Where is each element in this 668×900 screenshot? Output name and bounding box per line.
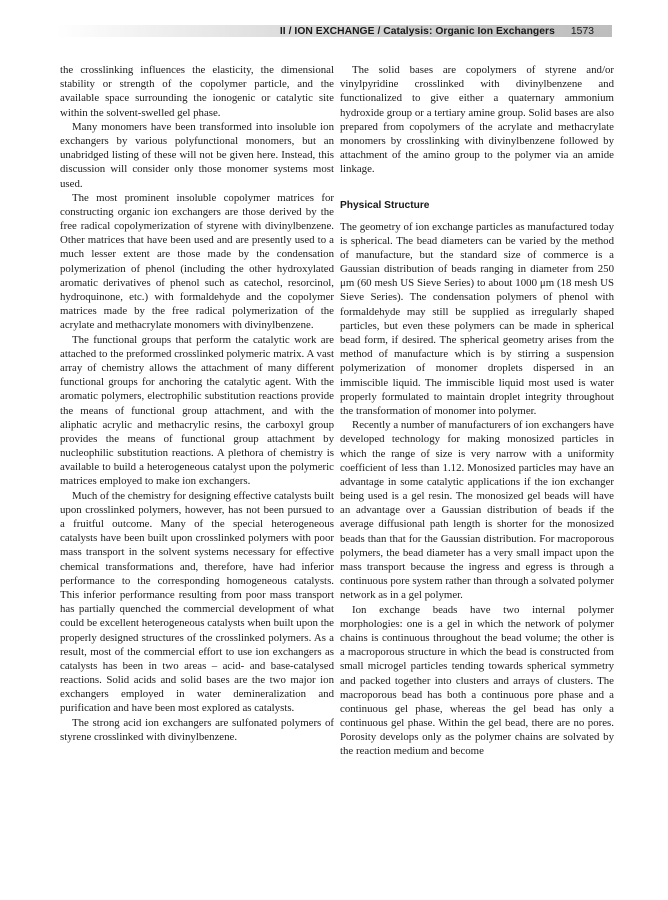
paragraph: Recently a number of manufacturers of ion exchangers have developed technology for making monosized particles in which the range of size is very narrow with a uniformity coefficient of less than 1.12. Monosized particles may have an advantage in some catalytic applications if the ion exchanger being used is a gel resin. The monosized gel beads will have an advantage over a Gaussian distribution of beads if the average diffusional path length is shorter for the monosized beads than that for the Gaussian distribution. For macroporous polymers, the bead diameter has a very small impact upon the mass transport because the ingress and egress is through a continuous pore system rather than through a solvated polymer network as in a gel polymer. (340, 419, 614, 602)
paragraph: Ion exchange beads have two internal polymer morphologies: one is a gel in which the network of polymer chains is continuous throughout the bead volume; the other is a macroporous structure in which the bead is constructed from small microgel particles tending towards spherical symmetry and packed together into clusters and arrays of clusters. The macroporous bead has both a continuous pore phase and a continuous gel phase, whereas the gel bead has only a continuous gel phase. Within the gel bead, there are no pores. Porosity develops only as the polymer chains are solvated by the reaction medium and become (340, 603, 614, 758)
paragraph: The most prominent insoluble copolymer matrices for constructing organic ion exchangers are those derived by the free radical copolymerization of styrene with divinylbenzene. Other matrices that have been used and are presently used to a much lesser extent are those made by the condensation polymerization of phenol (including the other hydroxylated aromatic derivatives of phenol such as catechol, resorcinol, hydroquinone, etc.) with formaldehyde and the copolymer matrices made by the free radical polymerization of the acrylate and methacrylate monomers with divinylbenzene. (60, 191, 334, 332)
paragraph: the crosslinking influences the elasticity, the dimensional stability or strength of the copolymer particle, and the available space surrounding the ionogenic or catalytic site within the solvent-swelled gel phase. (60, 64, 334, 119)
left-column (60, 63, 334, 744)
paragraph: The strong acid ion exchangers are sulfonated polymers of styrene crosslinked with divinylbenzene. (60, 716, 334, 743)
section-heading: Physical Structure (340, 199, 430, 211)
paragraph: The geometry of ion exchange particles as manufactured today is spherical. The bead diameters can be varied by the method of manufacture, but the standard size of commerce is a Gaussian distribution of beads ranging in diameter from 250 μm (60 mesh US Sieve Series) to about 1000 μm (18 mesh US Sieve Series). The condensation polymers of phenol with formaldehyde may still be supplied as irregularly shaped particles, but even these polymers can be made in spherical bead form, if desired. The spherical geometry arises from the method of manufacture which is by stirring a suspension polymerization of monomer droplets dispersed in an immiscible liquid. The immiscible liquid most used is water properly formulated to maintain droplet integrity throughout the transformation of monomer into polymer. (340, 220, 614, 417)
running-head (280, 26, 594, 37)
paragraph: Many monomers have been transformed into insoluble ion exchangers by various polyfunctional monomers, but an unabridged listing of these will not be given here. Instead, this discussion will consider only those monomer systems most used. (60, 120, 334, 190)
running-head-title: II / ION EXCHANGE / Catalysis: Organic Ion Exchangers (279, 26, 555, 37)
paragraph: Much of the chemistry for designing effective catalysts built upon crosslinked polymers, however, has not been pursued to a fruitful outcome. Many of the special heterogeneous catalysts have been built upon crosslinked polymers with poor mass transport in the solvent systems necessary for effective chemical transformations and, therefore, have had inferior performance to the corresponding homogeneous catalysts. This inferior performance resulting from poor mass transport has partially quenched the commercial development of what could be excellent heterogeneous catalysts when built upon the properly designed structures of the crosslinked polymers. As a result, most of the commercial effort to use ion exchangers as catalysts has been in two areas – acid- and base-catalysed reactions. Solid acids and solid bases are the two major ion exchangers employed in water demineralization and purification and have been most explored as catalysts. (60, 489, 334, 715)
page-number: 1573 (570, 26, 594, 37)
paragraph: The functional groups that perform the catalytic work are attached to the preformed crosslinked polymeric matrix. A vast array of chemistry allows the attachment of many different functional groups for anchoring the catalytic agent. With the aromatic polymers, electrophilic substitution reactions provide the means of functional group attachment, and with the aliphatic acrylic and methacrylic resins, the carboxyl group provides the means of functional group attachment by nucleophilic substitution reactions. A plethora of chemistry is available to build a heterogeneous catalyst upon the polymeric matrices employed to make ion exchangers. (60, 333, 334, 488)
paragraph: The solid bases are copolymers of styrene and/or vinylpyridine crosslinked with divinylbenzene and functionalized to give either a quaternary ammonium hydroxide group or a tertiary amine group. Solid bases are also prepared from copolymers of the acrylate and methacrylate monomers by crosslinking with divinylbenzene followed by attachment of the amino group to the polymer via an amide linkage. (340, 64, 614, 176)
right-column (340, 63, 614, 759)
